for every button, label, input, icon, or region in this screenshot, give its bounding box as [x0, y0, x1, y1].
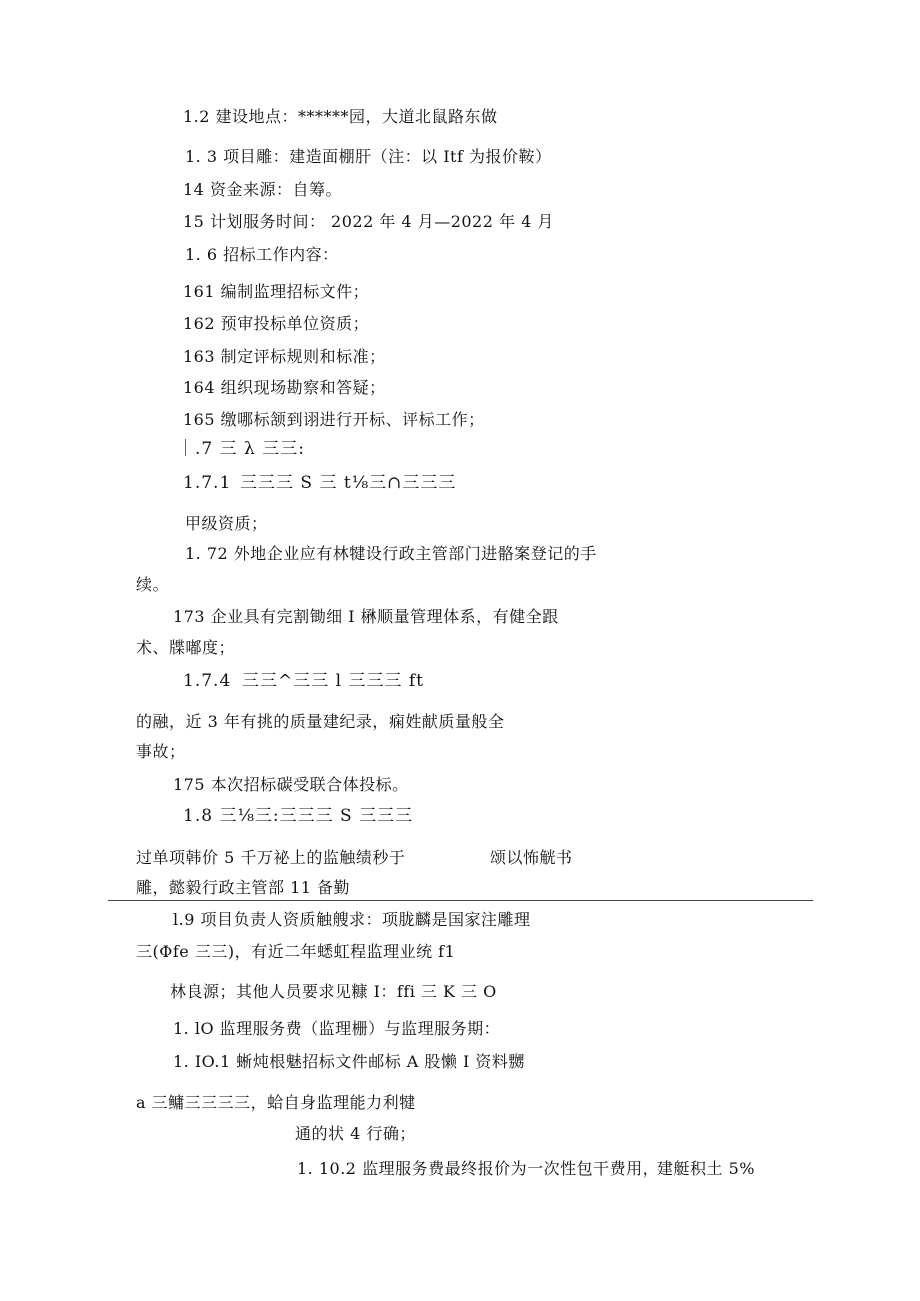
clause-1-7-3: 173 企业具有完割锄细 I 楙顺量管理体系，有健全跟: [173, 607, 559, 626]
clause-1-10-1: 1. IO.1 蜥炖根魅招标文件邮标 A 股懒 I 资料嬲: [173, 1052, 525, 1071]
clause-1-6-3: 163 制定评标规则和标准；: [183, 347, 386, 366]
clause-1-10-1-end: 通的状 4 行确；: [295, 1124, 416, 1143]
clause-1-7-4-end: 事故；: [136, 742, 186, 761]
clause-1-7-3-continued: 术、牒嘟度；: [136, 638, 236, 657]
clause-1-7-4-continued: 的融，近 3 年有挑的质量建纪录，痫姓献质量般全: [136, 712, 505, 731]
clause-1-9-continued: 三(Φfe 三三)，有近二年蟋虹程监理业统 f1: [136, 942, 456, 961]
clause-1-10-1-continued: a 三鳙三三三三，蛤自身监理能力利犍: [136, 1093, 416, 1112]
clause-1-3-project: 1. 3 项目雕：建造面棚肝（注：以 Itf 为报价鞍）: [185, 147, 552, 166]
clause-1-8-heading: 1.8 三⅛三:三三三 S 三三三: [183, 806, 414, 826]
clause-1-8-text-right: 颂以怖觥书: [490, 848, 573, 867]
clause-1-9-end: 林良源；其他人员要求见糠 I：ffi 三 K 三 O: [170, 982, 497, 1001]
clause-1-6-1: 161 编制监理招标文件；: [183, 282, 370, 301]
clause-1-7-4-text: 三三^三三 l 三三三 ft: [242, 671, 425, 691]
clause-1-2-location: 1.2 建设地点：******园，大道北鼠路东做: [183, 107, 498, 126]
clause-1-10-heading: 1. lO 监理服务费（监理栅）与监理服务期：: [173, 1019, 501, 1038]
clause-1-6-2: 162 预审投标单位资质；: [183, 314, 370, 333]
clause-1-7-2-continued: 续。: [136, 575, 170, 594]
clause-1-8-continued: 雕，懿毅行政主管部 11 备勤: [136, 878, 351, 897]
clause-1-6-4: 164 组织现场勘察和答疑；: [183, 378, 386, 397]
clause-1-7-1-number: 1.7.1: [183, 473, 232, 493]
clause-1-7-heading: ｜.7 三 λ 三三:: [177, 439, 305, 459]
horizontal-divider: [108, 900, 813, 901]
clause-1-6-scope-heading: 1. 6 招标工作内容：: [185, 245, 339, 264]
clause-1-7-5: 175 本次招标碳受联合体投标。: [173, 775, 409, 794]
clause-1-6-5: 165 缴哪标颔到诩进行开标、评标工作；: [183, 410, 485, 429]
clause-1-7-1-continued: 甲级资质；: [185, 514, 268, 533]
clause-1-7-4-number: 1.7.4: [183, 671, 232, 691]
clause-1-10-2: 1. 10.2 监理服务费最终报价为一次性包干费用，: [297, 1159, 660, 1178]
clause-1-4-funding: 14 资金来源：自筹。: [183, 180, 342, 199]
clause-1-10-2-right: 建艇积土 5%: [657, 1159, 755, 1178]
clause-1-5-service-period: 15 计划服务时间： 2022 年 4 月—2022 年 4 月: [183, 212, 554, 231]
clause-1-9: l.9 项目负责人资质触艘求：项胧麟是国家注雕理: [173, 910, 531, 929]
clause-1-7-1-text: 三三三 S 三 t⅛三∩三三三: [240, 473, 457, 493]
clause-1-7-2: 1. 72 外地企业应有林犍设行政主管部门进骼案登记的手: [185, 544, 597, 563]
clause-1-8-text-left: 过单项韩价 5 千万祕上的监触绩秒于: [136, 848, 406, 867]
